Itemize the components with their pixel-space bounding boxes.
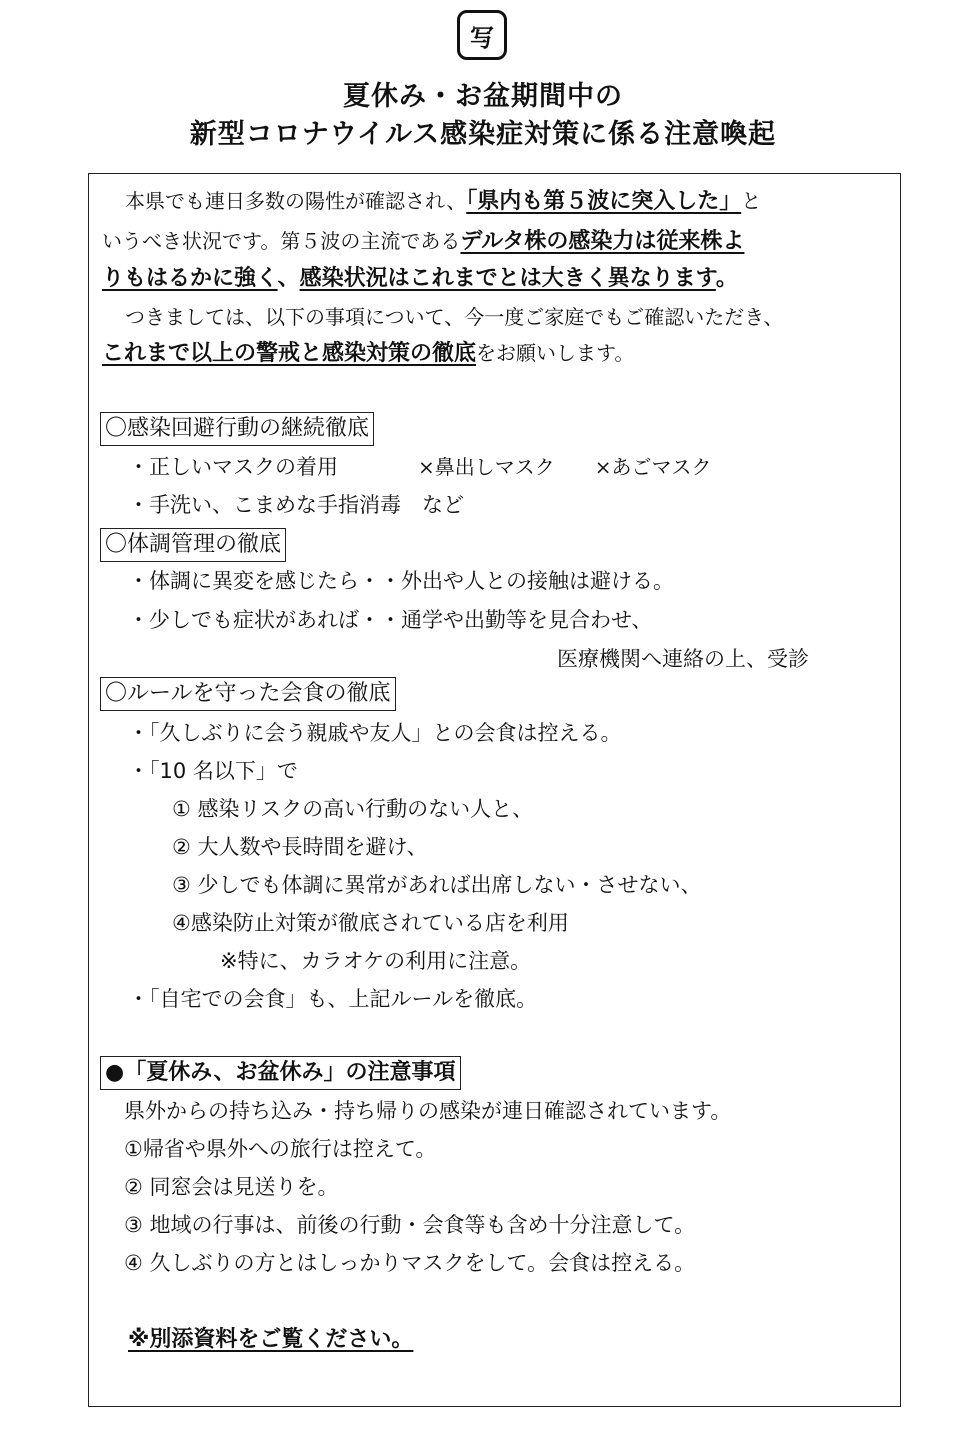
title-line-1: 夏休み・お盆期間中の xyxy=(343,81,623,112)
section3-item-relatives: ・「久しぶりに会う親戚や友人」との会食は控える。 xyxy=(128,721,622,745)
section3-note-karaoke: ※特に、カラオケの利用に注意。 xyxy=(220,949,532,973)
section3-item-ten: ・「10 名以下」で xyxy=(128,759,298,783)
section4-item-3: ③ 地域の行事は、前後の行動・会食等も含め十分注意して。 xyxy=(124,1213,696,1237)
section3-sub-3: ③ 少しでも体調に異常があれば出席しない・させない、 xyxy=(172,873,702,897)
section4-item-1: ①帰省や県外への旅行は控えて。 xyxy=(124,1137,437,1161)
title-line-2: 新型コロナウイルス感染症対策に係る注意喚起 xyxy=(189,119,777,150)
section-heading-health: 〇体調管理の徹底 xyxy=(100,528,286,562)
section-heading-dining: 〇ルールを守った会食の徹底 xyxy=(100,677,396,711)
footer-note: ※別添資料をご覧ください。 xyxy=(128,1327,414,1352)
section4-lead: 県外からの持ち込み・持ち帰りの感染が連日確認されています。 xyxy=(124,1099,732,1123)
section1-item-handwash: ・手洗い、こまめな手指消毒 など xyxy=(128,493,464,517)
section3-item-home: ・「自宅での会食」も、上記ルールを徹底。 xyxy=(128,987,538,1011)
section-heading-avoidance: 〇感染回避行動の継続徹底 xyxy=(100,412,374,446)
section4-item-4: ④ 久しぶりの方とはしっかりマスクをして。会食は控える。 xyxy=(124,1251,696,1275)
intro-line-2: いうべき状況です。第５波の主流であるデルタ株の感染力は従来株よ xyxy=(102,229,745,254)
section2-item-change: ・体調に異変を感じたら・・外出や人との接触は避ける。 xyxy=(128,569,674,593)
photo-badge: 写 xyxy=(457,10,507,60)
section-heading-summer: ●「夏休み、お盆休み」の注意事項 xyxy=(100,1056,461,1090)
intro-line-4: つきましては、以下の事項について、今一度ご家庭でもご確認いただき、 xyxy=(125,305,784,329)
intro-line-1: 本県でも連日多数の陽性が確認され、「県内も第５波に突入した」と xyxy=(125,189,762,214)
section1-item-mask: ・正しいマスクの着用 ×鼻出しマスク ×あごマスク xyxy=(128,455,712,479)
section3-sub-4: ④感染防止対策が徹底されている店を利用 xyxy=(172,911,569,935)
intro-line-5: これまで以上の警戒と感染対策の徹底をお願いします。 xyxy=(102,341,635,366)
intro-line-3: りもはるかに強く、感染状況はこれまでとは大きく異なります。 xyxy=(102,266,738,291)
section3-sub-2: ② 大人数や長時間を避け、 xyxy=(172,835,428,859)
section3-sub-1: ① 感染リスクの高い行動のない人と、 xyxy=(172,797,534,821)
section4-item-2: ② 同窓会は見送りを。 xyxy=(124,1175,339,1199)
section2-item-symptoms-cont: 医療機関へ連絡の上、受診 xyxy=(557,647,809,671)
section2-item-symptoms: ・少しでも症状があれば・・通学や出勤等を見合わせ、 xyxy=(128,608,653,632)
